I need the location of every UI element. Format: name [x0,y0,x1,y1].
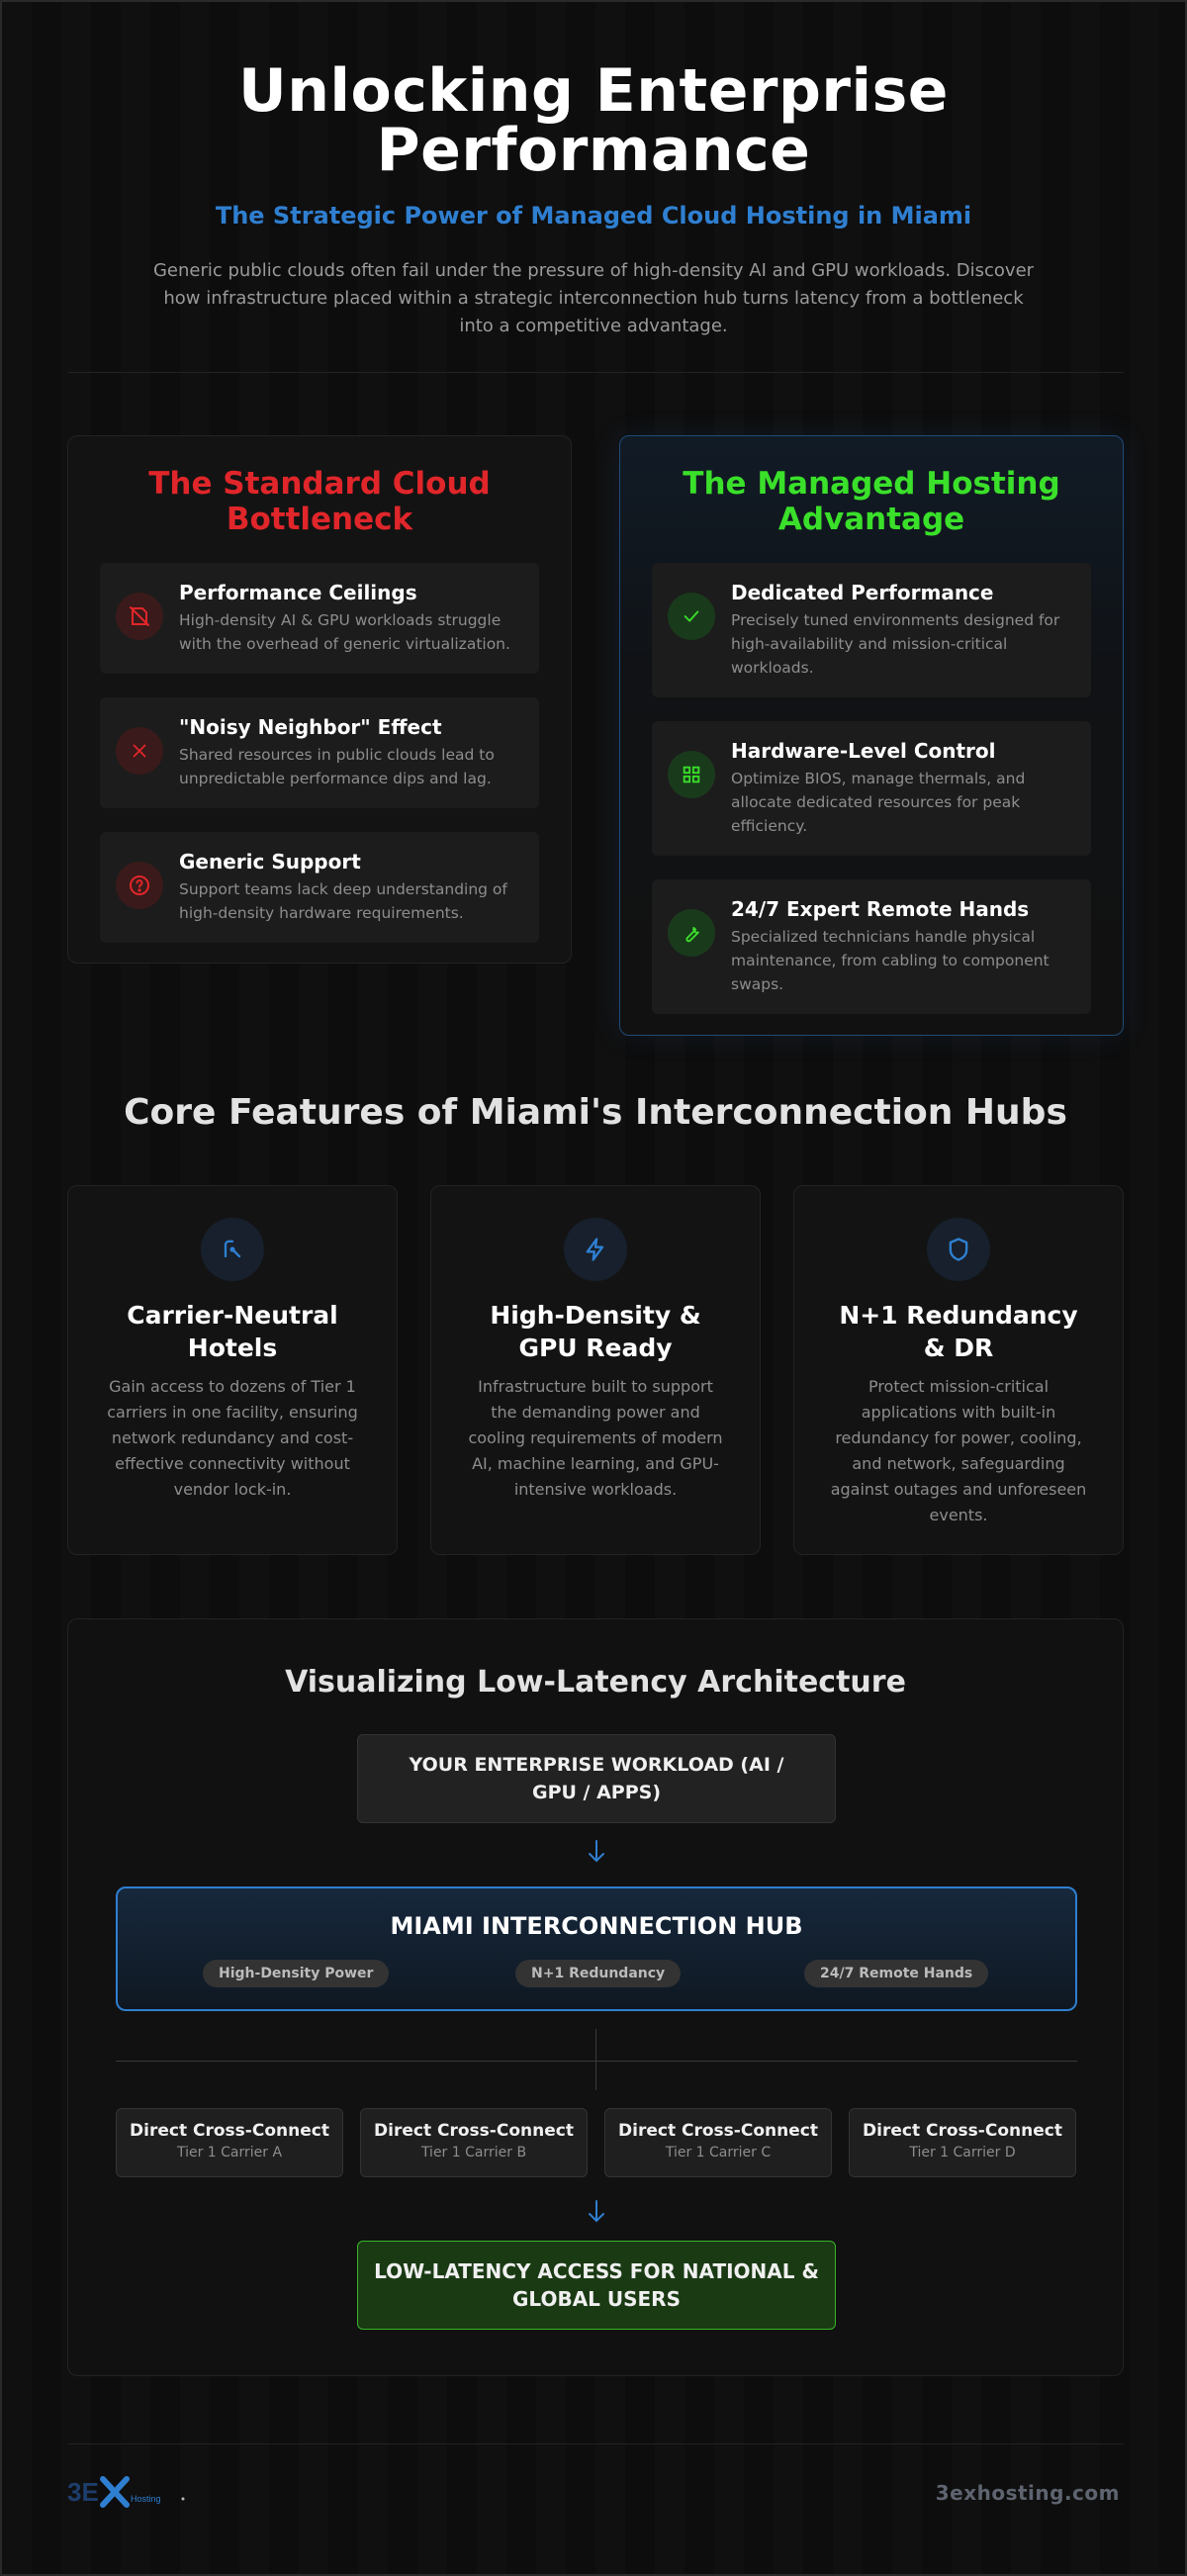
help-icon [116,862,163,909]
shield-icon [927,1218,990,1281]
item-text: Precisely tuned environments designed for high-availability and mission-critical workloads. [731,611,1060,677]
item-title: Performance Ceilings [179,581,417,604]
feature-title: Carrier-Neutral Hotels [127,1301,338,1362]
cross-connect-title: Direct Cross-Connect [618,2121,818,2141]
cross-connect [604,2108,832,2177]
divider [67,372,1124,373]
grid-icon [668,751,715,798]
feature-card [430,1185,761,1555]
arrow-down-icon [587,1839,606,1865]
feature-card [793,1185,1124,1555]
access-box: LOW-LATENCY ACCESS FOR NATIONAL & GLOBAL USERS [357,2241,836,2330]
hub-title: MIAMI INTERCONNECTION HUB [390,1912,803,1940]
item-title: Generic Support [179,850,361,874]
no-gauge-icon [116,593,163,640]
feature-card [67,1185,398,1555]
comparison-section [67,435,1124,1039]
cross-connect-title: Direct Cross-Connect [863,2121,1062,2141]
standard-cloud-title: The Standard Cloud Bottleneck [148,466,491,537]
page-title: Unlocking Enterprise Performance [238,56,949,185]
cross-connect [116,2108,343,2177]
hero [2,2,1185,340]
item-text: High-density AI & GPU workloads struggle with the overhead of generic virtualization. [179,611,510,653]
lightning-icon [564,1218,627,1281]
wrench-icon [668,909,715,957]
connector-line [595,2029,596,2090]
feature-title: High-Density & GPU Ready [490,1301,701,1362]
hub-tag: N+1 Redundancy [515,1960,681,1987]
divider [67,2443,1124,2444]
brand-logo [67,2471,206,2511]
cross-connect-title: Direct Cross-Connect [374,2121,574,2141]
item-title: Dedicated Performance [731,581,994,604]
connector-line [116,2061,1077,2062]
architecture-diagram [67,1618,1124,2376]
list-item [100,832,539,943]
feature-title: N+1 Redundancy & DR [839,1301,1078,1362]
svg-text:3E: 3E [67,2477,99,2507]
list-item [652,879,1091,1014]
carrier-label: Tier 1 Carrier C [665,2145,772,2161]
standard-cloud-panel [67,435,572,964]
carrier-label: Tier 1 Carrier A [176,2145,283,2161]
carrier-label: Tier 1 Carrier B [420,2145,527,2161]
item-title: "Noisy Neighbor" Effect [179,715,442,739]
cross-connect [849,2108,1076,2177]
svg-text:Hosting: Hosting [131,2494,161,2504]
cross-connect [360,2108,588,2177]
hub-tag: 24/7 Remote Hands [804,1960,988,1987]
item-text: Support teams lack deep understanding of high-density hardware requirements. [179,880,507,922]
managed-hosting-panel [619,435,1124,1036]
features-title: Core Features of Miami's Interconnection Hubs [124,1092,1067,1133]
list-item [652,721,1091,856]
network-icon [201,1218,264,1281]
architecture-title: Visualizing Low-Latency Architecture [285,1665,906,1700]
features-section [67,1185,1124,1555]
intro-text: Generic public clouds often fail under the pressure of high-density AI and GPU workloads. Discover how infrastructure placed within a strategic interconnection hub turns latency from a bottleneck into a competitive advantage. [152,260,1035,336]
interconnection-hub [116,1886,1077,2011]
feature-text: Infrastructure built to support the demanding power and cooling requirements of modern AI, machine learning, and GPU-intensive workloads. [468,1377,723,1499]
list-item [652,563,1091,697]
workload-box: YOUR ENTERPRISE WORKLOAD (AI / GPU / APPS) [357,1734,836,1823]
carrier-label: Tier 1 Carrier D [909,2145,1016,2161]
item-text: Optimize BIOS, manage thermals, and allocate dedicated resources for peak efficiency. [731,770,1026,835]
check-icon [668,593,715,640]
item-title: Hardware-Level Control [731,739,996,763]
item-title: 24/7 Expert Remote Hands [731,897,1030,921]
list-item [100,563,539,674]
managed-hosting-title: The Managed Hosting Advantage [683,466,1060,537]
list-item [100,697,539,808]
feature-text: Gain access to dozens of Tier 1 carriers in one facility, ensuring network redundancy and cost-effective connectivity without vendor lock-in. [107,1377,358,1499]
item-text: Shared resources in public clouds lead to unpredictable performance dips and lag. [179,746,495,787]
page-subtitle: The Strategic Power of Managed Cloud Hosting in Miami [215,202,972,230]
footer-domain: 3exhosting.com [935,2481,1120,2505]
arrow-down-icon [587,2199,606,2225]
hub-tag: High-Density Power [203,1960,389,1987]
x-icon [116,727,163,775]
item-text: Specialized technicians handle physical maintenance, from cabling to component swaps. [731,928,1050,993]
cross-connect-title: Direct Cross-Connect [130,2121,329,2141]
feature-text: Protect mission-critical applications with built-in redundancy for power, cooling, and network, safeguarding against outages and unforeseen events. [830,1377,1087,1524]
